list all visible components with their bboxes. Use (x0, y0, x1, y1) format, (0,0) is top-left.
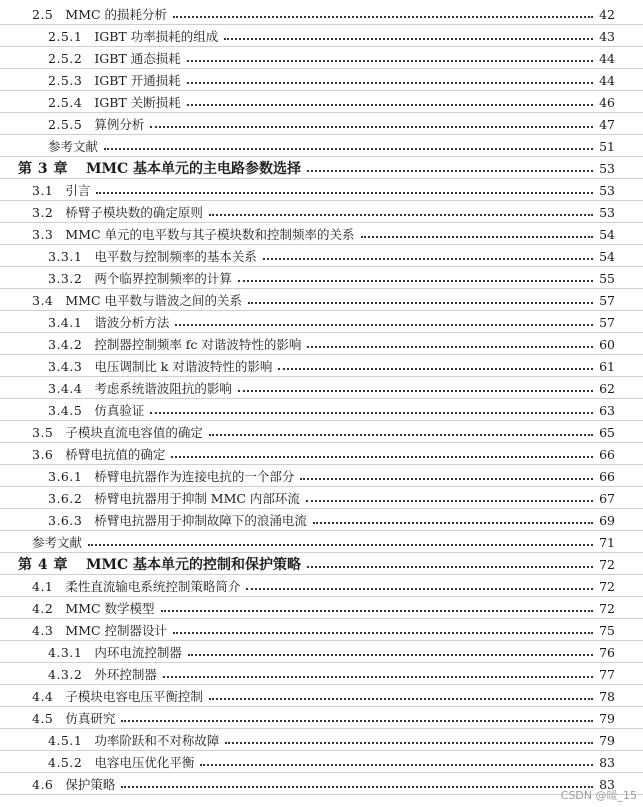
dot-leader (163, 676, 593, 678)
toc-entry-page: 77 (599, 666, 615, 682)
toc-entry-title: 外环控制器 (94, 667, 157, 682)
toc-entry-page: 63 (599, 402, 615, 418)
toc-entry-page: 54 (599, 226, 615, 242)
toc-section-row[interactable] (0, 575, 643, 597)
toc-entry-title: 仿真验证 (94, 403, 145, 418)
toc-subsection-row[interactable] (0, 245, 643, 267)
toc-entry-number: 2.5.1 (48, 28, 83, 44)
toc-entry-title: 子模块电容电压平衡控制 (65, 689, 203, 704)
toc-entry-number: 3.5 (32, 424, 54, 440)
toc-entry-page: 67 (599, 490, 615, 506)
dot-leader (171, 456, 593, 458)
toc-entry-title: 子模块直流电容值的确定 (65, 425, 203, 440)
toc-subsection-row[interactable] (0, 25, 643, 47)
toc-entry-page: 83 (599, 754, 615, 770)
toc-entry-page: 44 (599, 72, 615, 88)
toc-entry-page: 69 (599, 512, 615, 528)
toc-entry-title: IGBT 开通损耗 (94, 73, 181, 88)
toc-section-row[interactable] (0, 289, 643, 311)
toc-entry-title: 考虑系统谐波阻抗的影响 (94, 381, 232, 396)
toc-subsection-row[interactable] (0, 47, 643, 69)
toc-section-row[interactable] (0, 685, 643, 707)
toc-subsection-row[interactable] (0, 641, 643, 663)
toc-entry-number: 4.5.1 (48, 732, 83, 748)
dot-leader (306, 500, 593, 502)
toc-entry-title: 电平数与控制频率的基本关系 (94, 249, 257, 264)
dot-leader (187, 104, 593, 106)
toc-section-row[interactable] (0, 443, 643, 465)
toc-entry-number: 第 4 章 (18, 557, 68, 573)
toc-subsection-row[interactable] (0, 399, 643, 421)
toc-entry-title: 桥臂电抗器作为连接电抗的一个部分 (94, 469, 295, 484)
toc-subsection-row[interactable] (0, 377, 643, 399)
toc-chapter-row[interactable] (0, 157, 643, 179)
dot-leader (121, 786, 593, 788)
toc-entry-number: 3.6.3 (48, 512, 83, 528)
toc-entry-number: 3.2 (32, 204, 54, 220)
toc-entry-number: 3.4 (32, 292, 54, 308)
dot-leader (96, 192, 593, 194)
toc-entry-number: 3.4.1 (48, 314, 83, 330)
csdn-watermark: CSDN @暖_15 (560, 789, 637, 802)
dot-leader (263, 258, 593, 260)
toc-entry-number: 3.4.5 (48, 402, 83, 418)
toc-section-row[interactable] (0, 179, 643, 201)
toc-entry-number: 4.3.2 (48, 666, 83, 682)
dot-leader (187, 60, 593, 62)
toc-chapter-row[interactable] (0, 553, 643, 575)
toc-section-row[interactable] (0, 421, 643, 443)
toc-entry-number: 4.6 (32, 776, 54, 792)
toc-entry-number: 3.3.2 (48, 270, 83, 286)
toc-entry-title: 算例分析 (94, 117, 145, 132)
toc-section-row[interactable] (0, 619, 643, 641)
toc-section-row[interactable] (0, 201, 643, 223)
toc-entry-title: MMC 基本单元的主电路参数选择 (86, 161, 302, 177)
toc-entry-number: 4.4 (32, 688, 54, 704)
toc-entry-page: 42 (599, 6, 615, 22)
toc-subsection-row[interactable] (0, 663, 643, 685)
toc-entry-title: 参考文献 (32, 535, 83, 550)
toc-entry-number: 3.4.4 (48, 380, 83, 396)
toc-entry-page: 51 (599, 138, 615, 154)
dot-leader (175, 324, 593, 326)
toc-entry-page: 79 (599, 732, 615, 748)
toc-entry-number: 2.5.3 (48, 72, 83, 88)
toc-entry-page: 72 (599, 556, 615, 572)
toc-subsection-row[interactable] (0, 311, 643, 333)
toc-entry-number: 4.3.1 (48, 644, 83, 660)
toc-subsection-row[interactable] (0, 355, 643, 377)
dot-leader (121, 720, 593, 722)
toc-entry-page: 55 (599, 270, 615, 286)
toc-entry-number: 3.4.2 (48, 336, 83, 352)
toc-entry-title: 引言 (65, 183, 91, 198)
toc-entry-title: 两个临界控制频率的计算 (94, 271, 232, 286)
dot-leader (104, 148, 593, 150)
dot-leader (150, 126, 593, 128)
toc-entry-title: MMC 基本单元的控制和保护策略 (86, 557, 302, 573)
toc-section-row[interactable] (0, 223, 643, 245)
toc-entry-page: 79 (599, 710, 615, 726)
toc-subsection-row[interactable] (0, 69, 643, 91)
dot-leader (88, 544, 593, 546)
toc-subsection-row[interactable] (0, 509, 643, 531)
toc-subsection-row[interactable] (0, 333, 643, 355)
dot-leader (188, 654, 593, 656)
dot-leader (209, 214, 593, 216)
toc-entry-number: 4.3 (32, 622, 54, 638)
toc-entry-title: 仿真研究 (65, 711, 116, 726)
toc-entry-page: 66 (599, 468, 615, 484)
toc-entry-number: 4.2 (32, 600, 54, 616)
dot-leader (173, 16, 593, 18)
toc-entry-page: 53 (599, 160, 615, 176)
toc-entry-page: 72 (599, 578, 615, 594)
toc-entry-number: 3.1 (32, 182, 54, 198)
toc-entry-number: 3.4.3 (48, 358, 83, 374)
toc-entry-page: 60 (599, 336, 615, 352)
dot-leader (307, 346, 593, 348)
toc-entry-title: MMC 电平数与谐波之间的关系 (65, 293, 243, 308)
toc-section-row[interactable] (0, 597, 643, 619)
dot-leader (248, 302, 593, 304)
dot-leader (161, 610, 593, 612)
dot-leader (173, 632, 593, 634)
toc-entry-title: IGBT 关断损耗 (94, 95, 181, 110)
toc-references-row[interactable] (0, 135, 643, 157)
toc-entry-number: 4.5 (32, 710, 54, 726)
toc-entry-number: 4.5.2 (48, 754, 83, 770)
toc-entry-title: MMC 数学模型 (65, 601, 155, 616)
toc-entry-title: 桥臂电抗器用于抑制 MMC 内部环流 (94, 491, 300, 506)
toc-entry-page: 53 (599, 182, 615, 198)
toc-entry-title: 控制器控制频率 fc 对谐波特性的影响 (94, 337, 302, 352)
dot-leader (150, 412, 593, 414)
toc-entry-page: 75 (599, 622, 615, 638)
toc-entry-title: 桥臂电抗值的确定 (65, 447, 166, 462)
dot-leader (307, 566, 593, 568)
toc-entry-title: 桥臂电抗器用于抑制故障下的浪涌电流 (94, 513, 307, 528)
toc-entry-number: 2.5.4 (48, 94, 83, 110)
dot-leader (307, 170, 593, 172)
toc-subsection-row[interactable] (0, 267, 643, 289)
toc-entry-number: 第 3 章 (18, 161, 68, 177)
toc-entry-page: 43 (599, 28, 615, 44)
dot-leader (187, 82, 593, 84)
toc-entry-title: MMC 单元的电平数与其子模块数和控制频率的关系 (65, 227, 355, 242)
toc-entry-page: 57 (599, 314, 615, 330)
toc-subsection-row[interactable] (0, 91, 643, 113)
toc-entry-number: 2.5.2 (48, 50, 83, 66)
dot-leader (300, 478, 593, 480)
dot-leader (224, 38, 593, 40)
toc-subsection-row[interactable] (0, 729, 643, 751)
toc-entry-number: 3.6.1 (48, 468, 83, 484)
toc-entry-page: 78 (599, 688, 615, 704)
toc-references-row[interactable] (0, 531, 643, 553)
toc-entry-page: 76 (599, 644, 615, 660)
toc-entry-title: 电容电压优化平衡 (94, 755, 195, 770)
dot-leader (278, 368, 593, 370)
toc-entry-page: 54 (599, 248, 615, 264)
toc-entry-number: 4.1 (32, 578, 54, 594)
toc-entry-page: 62 (599, 380, 615, 396)
dot-leader (225, 742, 593, 744)
toc-entry-page: 83 (599, 776, 615, 792)
toc-section-row[interactable] (0, 3, 643, 25)
toc-entry-title: MMC 的损耗分析 (65, 7, 168, 22)
toc-section-row[interactable] (0, 707, 643, 729)
toc-entry-page: 66 (599, 446, 615, 462)
toc-entry-title: 保护策略 (65, 777, 116, 792)
toc-subsection-row[interactable] (0, 113, 643, 135)
dot-leader (238, 390, 593, 392)
toc-entry-page: 61 (599, 358, 615, 374)
toc-entry-title: 内环电流控制器 (94, 645, 182, 660)
toc-entry-title: IGBT 功率损耗的组成 (94, 29, 219, 44)
toc-entry-page: 72 (599, 600, 615, 616)
toc-entry-title: 功率阶跃和不对称故障 (94, 733, 220, 748)
toc-entry-title: MMC 控制器设计 (65, 623, 168, 638)
dot-leader (200, 764, 593, 766)
toc-entry-number: 3.3 (32, 226, 54, 242)
toc-entry-page: 71 (599, 534, 615, 550)
dot-leader (361, 236, 593, 238)
dot-leader (313, 522, 593, 524)
toc-entry-title: 参考文献 (48, 139, 99, 154)
toc-entry-page: 53 (599, 204, 615, 220)
toc-entry-number: 3.6 (32, 446, 54, 462)
dot-leader (209, 434, 593, 436)
toc-entry-number: 3.6.2 (48, 490, 83, 506)
toc-subsection-row[interactable] (0, 751, 643, 773)
toc-entry-number: 2.5.5 (48, 116, 83, 132)
dot-leader (238, 280, 593, 282)
toc-entry-page: 44 (599, 50, 615, 66)
dot-leader (209, 698, 593, 700)
toc-section-row[interactable] (0, 773, 643, 795)
toc-entry-title: 电压调制比 k 对谐波特性的影响 (94, 359, 273, 374)
toc-entry-title: 桥臂子模块数的确定原则 (65, 205, 203, 220)
toc-entry-title: 谐波分析方法 (94, 315, 170, 330)
toc-entry-page: 57 (599, 292, 615, 308)
toc-entry-number: 2.5 (32, 6, 54, 22)
toc-subsection-row[interactable] (0, 465, 643, 487)
toc-entry-number: 3.3.1 (48, 248, 83, 264)
toc-entry-page: 65 (599, 424, 615, 440)
dot-leader (246, 588, 593, 590)
toc-subsection-row[interactable] (0, 487, 643, 509)
toc-entry-title: 柔性直流输电系统控制策略简介 (65, 579, 241, 594)
toc-entry-page: 47 (599, 116, 615, 132)
toc-entry-page: 46 (599, 94, 615, 110)
row-divider (0, 794, 643, 795)
toc-entry-title: IGBT 通态损耗 (94, 51, 181, 66)
